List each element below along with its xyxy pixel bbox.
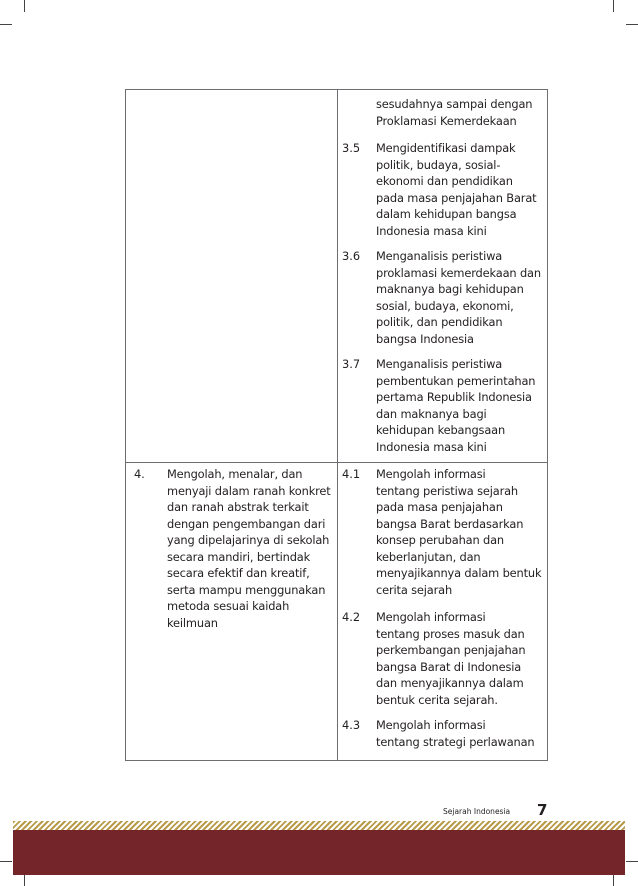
page-number: 7 bbox=[537, 801, 548, 819]
crop-mark bbox=[626, 24, 638, 25]
item-text: Menganalisis peristiwa proklamasi kemerdekaan dan maknanya bagi kehidupan sosial, budaya, ekonomi, politik, dan pendidikan bangsa Indonesia bbox=[376, 249, 541, 346]
item-number: 4.3 bbox=[342, 718, 361, 732]
item-number: 3.6 bbox=[342, 249, 361, 263]
book-title: Sejarah Indonesia bbox=[443, 807, 511, 816]
item-text: Mengolah informasi tentang peristiwa sejarah pada masa penjajahan bangsa Barat berdasarkan konsep perubahan dan keberlanjutan, dan menyajikannya dalam bentuk cerita sejarah bbox=[376, 467, 542, 597]
item-number: 3.5 bbox=[342, 141, 361, 155]
crop-mark bbox=[613, 0, 614, 12]
decorative-band bbox=[13, 830, 625, 875]
item-text: Mengidentifikasi dampak politik, budaya, sosial- ekonomi dan pendidikan pada masa penjajahan Barat dalam kehidupan bangsa Indonesia masa kini bbox=[376, 141, 537, 238]
crop-mark bbox=[0, 24, 12, 25]
crop-mark bbox=[24, 874, 25, 886]
crop-mark bbox=[0, 861, 12, 862]
item-text: Menganalisis peristiwa pembentukan pemerintahan pertama Republik Indonesia dan maknanya bagi kehidupan kebangsaan Indonesia masa kini bbox=[376, 357, 536, 454]
item-text: Mengolah informasi tentang proses masuk dan perkembangan penjajahan bangsa Barat di Indonesia dan menyajikannya dalam bentuk cerita sejarah. bbox=[376, 610, 526, 707]
core-competency-text: Mengolah, menalar, dan menyaji dalam ranah konkret dan ranah abstrak terkait dengan pengembangan dari yang dipelajarinya di sekolah secara mandiri, bertindak secara efektif dan kreatif, serta mampu menggunakan metoda sesuai kaidah keilmuan bbox=[167, 467, 331, 630]
item-number: 3.7 bbox=[342, 357, 361, 371]
item-text: Mengolah informasi tentang strategi perlawanan bbox=[376, 718, 535, 749]
item-number: 4.1 bbox=[342, 467, 361, 481]
row-divider bbox=[126, 462, 547, 463]
crop-mark bbox=[613, 874, 614, 886]
item-text: sesudahnya sampai dengan Proklamasi Kemerdekaan bbox=[376, 97, 533, 128]
row-number: 4. bbox=[134, 467, 145, 481]
column-divider bbox=[337, 90, 338, 760]
decorative-stripe bbox=[13, 821, 625, 830]
item-number: 4.2 bbox=[342, 610, 361, 624]
competency-table bbox=[125, 89, 548, 761]
crop-mark bbox=[626, 861, 638, 862]
crop-mark bbox=[24, 0, 25, 12]
